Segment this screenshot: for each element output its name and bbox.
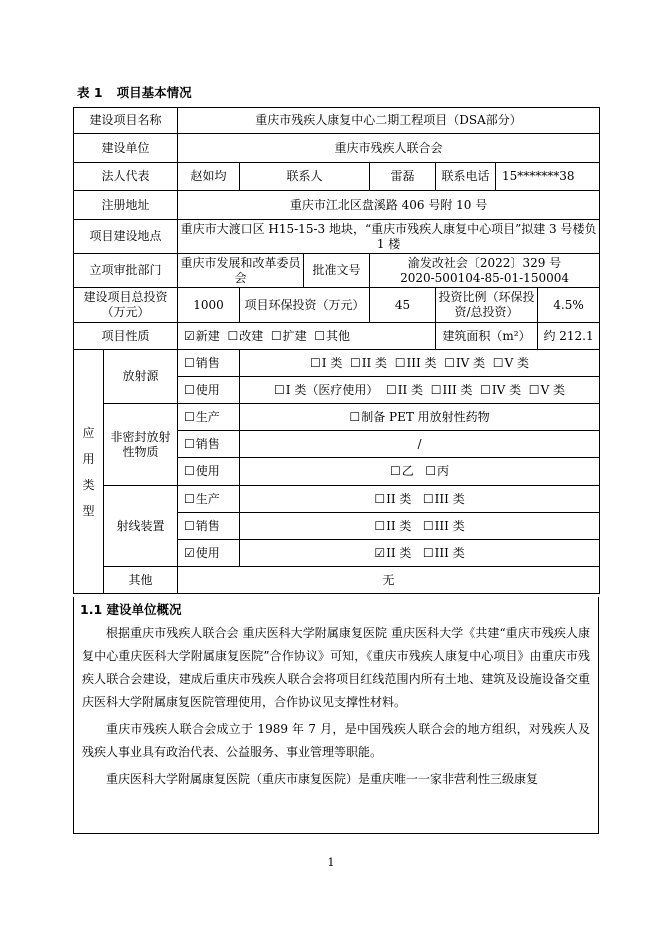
value-other: 无 bbox=[178, 567, 600, 594]
label-doc: 批准文号 bbox=[304, 254, 370, 288]
checkbox-new[interactable]: ☑新建 bbox=[184, 328, 220, 343]
opt[interactable]: ☐III 类 bbox=[394, 355, 437, 370]
label-phone: 联系电话 bbox=[436, 163, 496, 191]
project-info-table bbox=[73, 107, 600, 594]
value-area: 约 212.1 bbox=[538, 323, 600, 350]
ray-use-options bbox=[240, 540, 600, 567]
opt[interactable]: ☐III 类 bbox=[422, 491, 465, 506]
checkbox-unsealed-use[interactable]: ☐使用 bbox=[178, 458, 240, 486]
value-env-invest: 45 bbox=[370, 288, 436, 323]
opt[interactable]: ☐II 类 bbox=[350, 355, 388, 370]
source-use-options bbox=[240, 377, 600, 404]
caption-number: 表 1 bbox=[77, 85, 103, 100]
unsealed-produce-option[interactable]: ☐制备 PET 用放射性药物 bbox=[240, 404, 600, 431]
row-source-sell bbox=[74, 350, 600, 377]
label-area: 建筑面积（m²） bbox=[436, 323, 538, 350]
row-ray-produce bbox=[74, 486, 600, 513]
checkbox-expand[interactable]: ☐扩建 bbox=[270, 328, 307, 343]
paragraph: 重庆医科大学附属康复医院（重庆市康复医院）是重庆唯一一家非营利性三级康复 bbox=[106, 772, 539, 786]
label-source: 放射源 bbox=[104, 350, 178, 404]
label-ray: 射线装置 bbox=[104, 486, 178, 567]
unsealed-sell-value: / bbox=[240, 431, 600, 458]
opt[interactable]: ☐IV 类 bbox=[480, 382, 522, 397]
row-approval bbox=[74, 254, 600, 288]
table-caption bbox=[77, 83, 192, 101]
checkbox-ray-produce[interactable]: ☐生产 bbox=[178, 486, 240, 513]
row-legal bbox=[74, 163, 600, 191]
row-address bbox=[74, 191, 600, 220]
row-unit bbox=[74, 134, 600, 163]
checkbox-source-use[interactable]: ☐使用 bbox=[178, 377, 240, 404]
opt[interactable]: ☐III 类 bbox=[422, 518, 465, 533]
ray-produce-options bbox=[240, 486, 600, 513]
section-heading: 1.1 建设单位概况 bbox=[80, 602, 182, 617]
value-invest: 1000 bbox=[178, 288, 240, 323]
checkbox-rebuild[interactable]: ☐改建 bbox=[227, 328, 264, 343]
label-invest: 建设项目总投资（万元） bbox=[74, 288, 178, 323]
value-address: 重庆市江北区盘溪路 406 号附 10 号 bbox=[178, 191, 600, 220]
nature-options bbox=[178, 323, 436, 350]
label-unit: 建设单位 bbox=[74, 134, 178, 163]
value-project-name: 重庆市残疾人康复中心二期工程项目（DSA部分） bbox=[178, 108, 600, 134]
opt[interactable]: ☐II 类 bbox=[374, 491, 412, 506]
opt[interactable]: ☐I 类 bbox=[310, 355, 343, 370]
label-ratio: 投资比例（环保投资/总投资） bbox=[436, 288, 538, 323]
page-number: 1 bbox=[327, 856, 335, 869]
value-unit: 重庆市残疾人联合会 bbox=[178, 134, 600, 163]
opt[interactable]: ☐乙 bbox=[390, 464, 414, 478]
opt[interactable]: ☐II 类 bbox=[386, 382, 424, 397]
value-ratio: 4.5% bbox=[538, 288, 600, 323]
label-nature: 项目性质 bbox=[74, 323, 178, 350]
label-site: 项目建设地点 bbox=[74, 220, 178, 254]
opt[interactable]: ☐II 类 bbox=[374, 518, 412, 533]
doc-line-1: 渝发改社会〔2022〕329 号 bbox=[407, 255, 562, 270]
label-other: 其他 bbox=[104, 567, 178, 594]
opt[interactable]: ☐I 类（医疗使用） bbox=[274, 382, 379, 397]
opt[interactable]: ☐V 类 bbox=[528, 382, 566, 397]
value-phone: 15*******38 bbox=[496, 163, 600, 191]
opt[interactable]: ☐III 类 bbox=[430, 382, 473, 397]
value-site: 重庆市大渡口区 H15-15-3 地块，“重庆市残疾人康复中心项目”拟建 3 号楼负 1 楼 bbox=[178, 220, 600, 254]
paragraph: 重庆市残疾人联合会成立于 1989 年 7 月，是中国残疾人联合会的地方组织，对残疾人及残疾人事业具有政治代表、公益服务、事业管理等职能。 bbox=[82, 722, 590, 759]
value-contact: 雷磊 bbox=[370, 163, 436, 191]
checkbox-source-sell[interactable]: ☐销售 bbox=[178, 350, 240, 377]
row-unsealed-produce bbox=[74, 404, 600, 431]
source-sell-options bbox=[240, 350, 600, 377]
value-legal: 赵如均 bbox=[178, 163, 240, 191]
opt[interactable]: ☐IV 类 bbox=[444, 355, 486, 370]
opt[interactable]: ☐V 类 bbox=[492, 355, 530, 370]
row-nature bbox=[74, 323, 600, 350]
label-unsealed: 非密封放射性物质 bbox=[104, 404, 178, 486]
caption-title: 项目基本情况 bbox=[116, 85, 192, 100]
opt[interactable]: ☑II 类 bbox=[374, 545, 412, 560]
doc-line-2: 2020-500104-85-01-150004 bbox=[400, 270, 569, 285]
opt[interactable]: ☐III 类 bbox=[422, 545, 465, 560]
checkbox-unsealed-sell[interactable]: ☐销售 bbox=[178, 431, 240, 458]
row-invest bbox=[74, 288, 600, 323]
label-env-invest: 项目环保投资（万元） bbox=[240, 288, 370, 323]
value-doc bbox=[370, 254, 600, 288]
ray-sell-options bbox=[240, 513, 600, 540]
row-site bbox=[74, 220, 600, 254]
row-other bbox=[74, 567, 600, 594]
section-unit-overview bbox=[73, 597, 599, 834]
checkbox-other[interactable]: ☐其他 bbox=[314, 328, 351, 343]
label-approval: 立项审批部门 bbox=[74, 254, 178, 288]
label-contact: 联系人 bbox=[240, 163, 370, 191]
unsealed-use-options bbox=[240, 458, 600, 486]
label-project-name: 建设项目名称 bbox=[74, 108, 178, 134]
value-approval: 重庆市发展和改革委员会 bbox=[178, 254, 304, 288]
row-project-name bbox=[74, 108, 600, 134]
paragraph: 根据重庆市残疾人联合会 重庆医科大学附属康复医院 重庆医科大学《共建“重庆市残疾人康复中心重庆医科大学附属康复医院”合作协议》可知，《重庆市残疾人康复中心项目》由重庆市残疾人联合会建设，建成后重庆市残疾人联合会将项目红线范围内所有土地、建筑及设施设备交重庆医科大学附属康复医院管理使用，合作协议见支撑性材料。 bbox=[82, 626, 590, 709]
label-apply-type: 应 用 类 型 bbox=[74, 350, 104, 594]
checkbox-ray-use[interactable]: ☑使用 bbox=[178, 540, 240, 567]
opt[interactable]: ☐丙 bbox=[425, 464, 450, 478]
checkbox-ray-sell[interactable]: ☐销售 bbox=[178, 513, 240, 540]
checkbox-unsealed-produce[interactable]: ☐生产 bbox=[178, 404, 240, 431]
label-legal: 法人代表 bbox=[74, 163, 178, 191]
label-address: 注册地址 bbox=[74, 191, 178, 220]
